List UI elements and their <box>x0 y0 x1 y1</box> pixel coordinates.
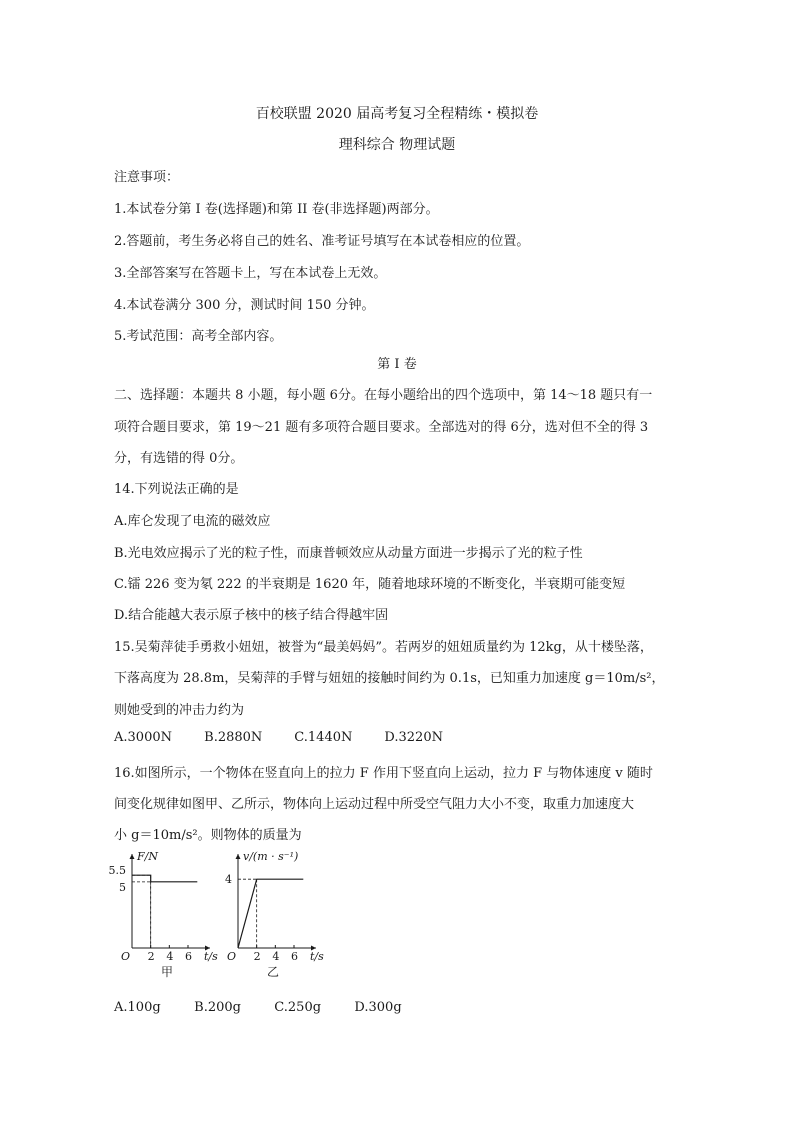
q16-graphs <box>108 850 324 992</box>
paper-subtitle: 理科综合 物理试题 <box>338 137 456 153</box>
q16-option: D.300g <box>354 1000 402 1015</box>
q16-options <box>114 1000 402 1015</box>
q15-option: A.3000N <box>114 730 172 745</box>
q15-stem: 下落高度为 28.8m，吴菊萍的手臂与妞妞的接触时间约为 0.1s，已知重力加速度 g＝10m/s²， <box>114 671 665 686</box>
y-axis-arrow <box>236 854 241 859</box>
y-tick-label: 5.5 <box>108 864 126 878</box>
y-axis-label: F/N <box>137 850 158 863</box>
q15-stem: 15.吴菊萍徒手勇救小妞妞，被誉为“最美妈妈”。若两岁的妞妞质量约为 12kg，从十楼坠落， <box>114 640 653 655</box>
q16-option: B.200g <box>194 1000 241 1015</box>
notice-item: 5.考试范围：高考全部内容。 <box>114 329 283 344</box>
q15-option: C.1440N <box>294 730 353 745</box>
y-axis-arrow <box>130 854 135 859</box>
notice-item: 3.全部答案写在答题卡上，写在本试卷上无效。 <box>114 266 387 281</box>
q16-stem: 小 g＝10m/s²。则物体的质量为 <box>114 828 302 843</box>
q16-option: C.250g <box>274 1000 322 1015</box>
x-tick-label: 4 <box>272 950 280 963</box>
data-line <box>238 879 303 948</box>
graph-caption: 乙 <box>267 965 280 979</box>
origin-label: O <box>121 950 131 963</box>
q14-option: A.库仑发现了电流的磁效应 <box>114 514 271 529</box>
x-tick-label: 4 <box>166 950 174 963</box>
section-instructions: 项符合题目要求，第 19～21 题有多项符合题目要求。全部选对的得 6分，选对但不全的得 3 <box>114 420 649 435</box>
x-tick-label: 2 <box>147 950 155 963</box>
notice-item: 2.答题前，考生务必将自己的姓名、准考证号填写在本试卷相应的位置。 <box>114 234 530 249</box>
q15-options <box>114 730 443 745</box>
graph-caption: 甲 <box>161 965 174 979</box>
notice-item: 4.本试卷满分 300 分，测试时间 150 分钟。 <box>114 298 375 313</box>
notice-item: 1.本试卷分第 I 卷(选择题)和第 II 卷(非选择题)两部分。 <box>114 202 439 217</box>
q15-option: B.2880N <box>204 730 263 745</box>
y-tick-label: 4 <box>225 873 232 887</box>
q14-option: D.结合能越大表示原子核中的核子结合得越牢固 <box>114 608 389 623</box>
q16-stem: 16.如图所示，一个物体在竖直向上的拉力 F 作用下竖直向上运动，拉力 F 与物体速度 v 随时 <box>114 766 653 781</box>
q14-stem: 14.下列说法正确的是 <box>114 482 239 497</box>
x-tick-label: 6 <box>291 950 298 963</box>
notice-heading: 注意事项： <box>114 170 180 185</box>
x-axis-label: t/s <box>310 950 324 963</box>
q16-stem: 间变化规律如图甲、乙所示，物体向上运动过程中所受空气阻力大小不变，取重力加速度大 <box>114 797 635 812</box>
section-title: 第 I 卷 <box>377 357 417 372</box>
q14-option: C.镭 226 变为氡 222 的半衰期是 1620 年，随着地球环境的不断变化，半衰期可能变短 <box>114 577 626 592</box>
paper-title: 百校联盟 2020 届高考复习全程精练・模拟卷 <box>255 106 539 122</box>
data-line <box>132 875 197 882</box>
x-axis-label: t/s <box>204 950 218 963</box>
y-tick-label: 5 <box>119 880 126 894</box>
q16-option: A.100g <box>114 1000 161 1015</box>
q15-stem: 则她受到的冲击力约为 <box>114 703 245 718</box>
q15-option: D.3220N <box>384 730 443 745</box>
q16-figure <box>108 850 324 992</box>
x-tick-label: 2 <box>253 950 261 963</box>
x-tick-label: 6 <box>185 950 192 963</box>
section-instructions: 分，有选错的得 0分。 <box>114 451 244 466</box>
section-instructions: 二、选择题：本题共 8 小题，每小题 6分。在每小题给出的四个选项中，第 14～18 题只有一 <box>114 388 653 403</box>
y-axis-label: v/(m · s⁻¹) <box>243 850 299 863</box>
q14-option: B.光电效应揭示了光的粒子性，而康普顿效应从动量方面进一步揭示了光的粒子性 <box>114 546 583 561</box>
origin-label: O <box>227 950 237 963</box>
